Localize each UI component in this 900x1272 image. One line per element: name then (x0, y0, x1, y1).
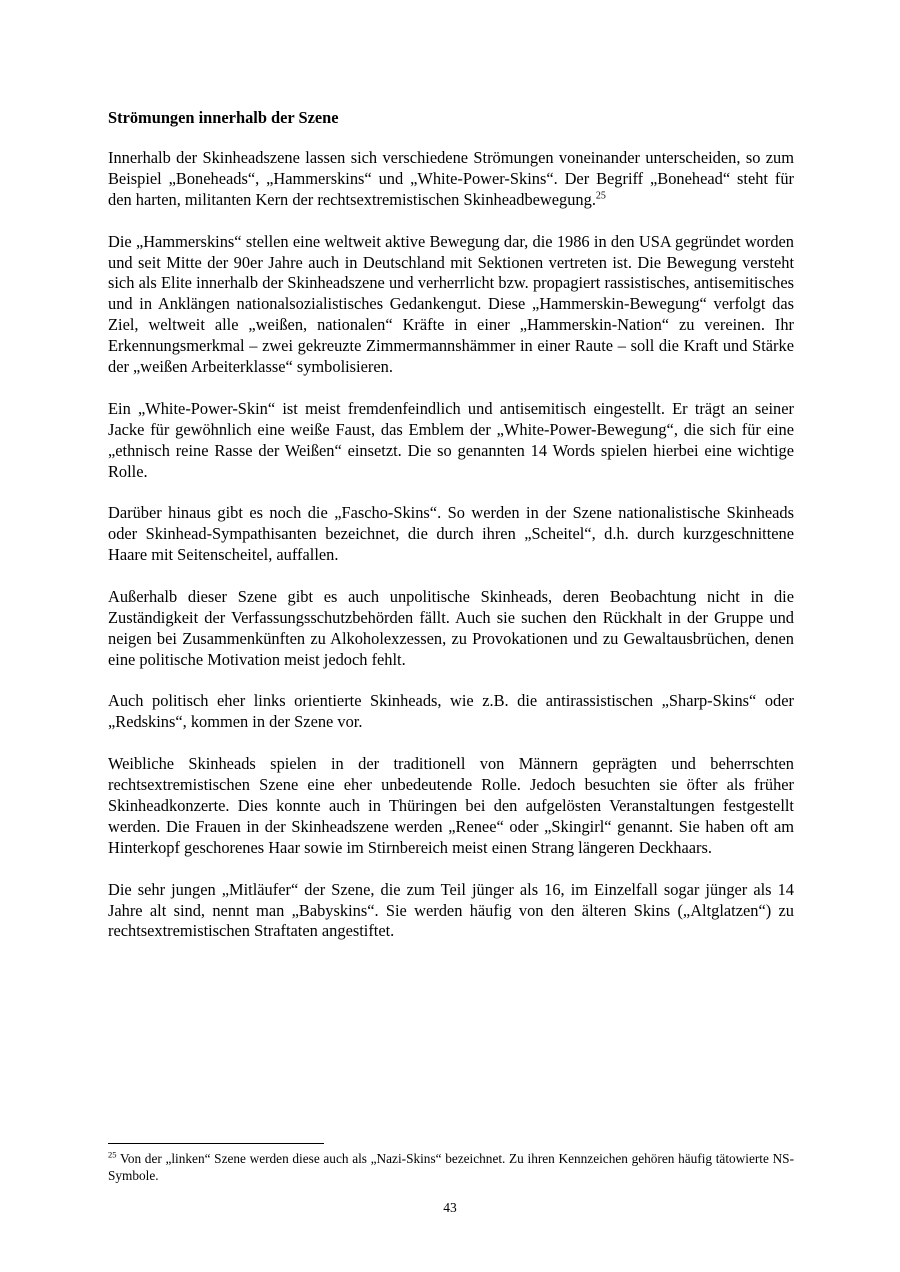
footnote-text: Von der „linken“ Szene werden diese auch als „Nazi-Skins“ bezeichnet. Zu ihren Kennzeichen gehören häufig tätowierte NS-Symbole. (108, 1151, 794, 1183)
paragraph-4: Darüber hinaus gibt es noch die „Fascho-Skins“. So werden in der Szene nationalistische Skinheads oder Skinhead-Sympathisanten bezeichnet, die durch ihren „Scheitel“, d.h. durch kurzgeschnittene Haare mit Seitenscheitel, auffallen. (108, 503, 794, 565)
section-heading: Strömungen innerhalb der Szene (108, 108, 339, 127)
paragraph-3: Ein „White-Power-Skin“ ist meist fremdenfeindlich und antisemitisch eingestellt. Er trägt an seiner Jacke für gewöhnlich eine weiße Faust, das Emblem der „White-Power-Bewegung“, die sich für eine „ethnisch reine Rasse der Weißen“ einsetzt. Die so genannten 14 Words spielen hierbei eine wichtige Rolle. (108, 398, 794, 481)
paragraph-2: Die „Hammerskins“ stellen eine weltweit aktive Bewegung dar, die 1986 in den USA gegründet worden und seit Mitte der 90er Jahre auch in Deutschland mit Sektionen vertreten ist. Die Bewegung versteht sich als Elite innerhalb der Skinheadszene und verherrlicht bzw. propagiert rassistisches, antisemitisches und in Anklängen nationalsozialistisches Gedankengut. Diese „Hammerskin-Bewegung“ verfolgt das Ziel, weltweit alle „weißen, nationalen“ Kräfte in einer „Hammerskin-Nation“ zu vereinen. Ihr Erkennungsmerkmal – zwei gekreuzte Zimmermannshämmer in einer Raute – soll die Kraft und Stärke der „weißen Arbeiterklasse“ symbolisieren. (108, 231, 794, 377)
paragraph-8: Die sehr jungen „Mitläufer“ der Szene, die zum Teil jünger als 16, im Einzelfall sogar jünger als 14 Jahre alt sind, nennt man „Babyskins“. Sie werden häufig von den älteren Skins („Altglatzen“) zu rechtsextremistischen Straftaten angestiftet. (108, 879, 794, 941)
footnote (108, 1150, 794, 1184)
footnote-number: 25 (108, 1149, 117, 1160)
body-text (108, 148, 794, 963)
page-number: 43 (443, 1200, 457, 1215)
paragraph-5: Außerhalb dieser Szene gibt es auch unpolitische Skinheads, deren Beobachtung nicht in die Zuständigkeit der Verfassungsschutzbehörden fällt. Auch sie suchen den Rückhalt in der Gruppe und neigen bei Zusammenkünften zu Alkoholexzessen, zu Provokationen und zu Gewaltausbrüchen, denen eine politische Motivation meist jedoch fehlt. (108, 586, 794, 669)
paragraph-1 (108, 148, 794, 211)
footnote-reference[interactable]: 25 (595, 190, 606, 202)
paragraph-1-text: Innerhalb der Skinheadszene lassen sich verschiedene Strömungen voneinander unterscheiden, so zum Beispiel „Boneheads“, „Hammerskins“ und „White-Power-Skins“. Der Begriff „Bonehead“ steht für den harten, militanten Kern der rechtsextremistischen Skinheadbewegung. (108, 148, 794, 209)
paragraph-6: Auch politisch eher links orientierte Skinheads, wie z.B. die antirassistischen „Sharp-Skins“ oder „Redskins“, kommen in der Szene vor. (108, 691, 794, 732)
paragraph-7: Weibliche Skinheads spielen in der traditionell von Männern geprägten und beherrschten rechtsextremistischen Szene eine eher unbedeutende Rolle. Jedoch besuchten sie öfter als früher Skinheadkonzerte. Dies konnte auch in Thüringen bei den aufgelösten Veranstaltungen festgestellt werden. Die Frauen in der Skinheadszene werden „Renee“ oder „Skingirl“ genannt. Sie haben oft am Hinterkopf geschorenes Haar sowie im Stirnbereich meist einen Strang längeren Deckhaars. (108, 754, 794, 857)
footnote-separator (108, 1143, 324, 1144)
